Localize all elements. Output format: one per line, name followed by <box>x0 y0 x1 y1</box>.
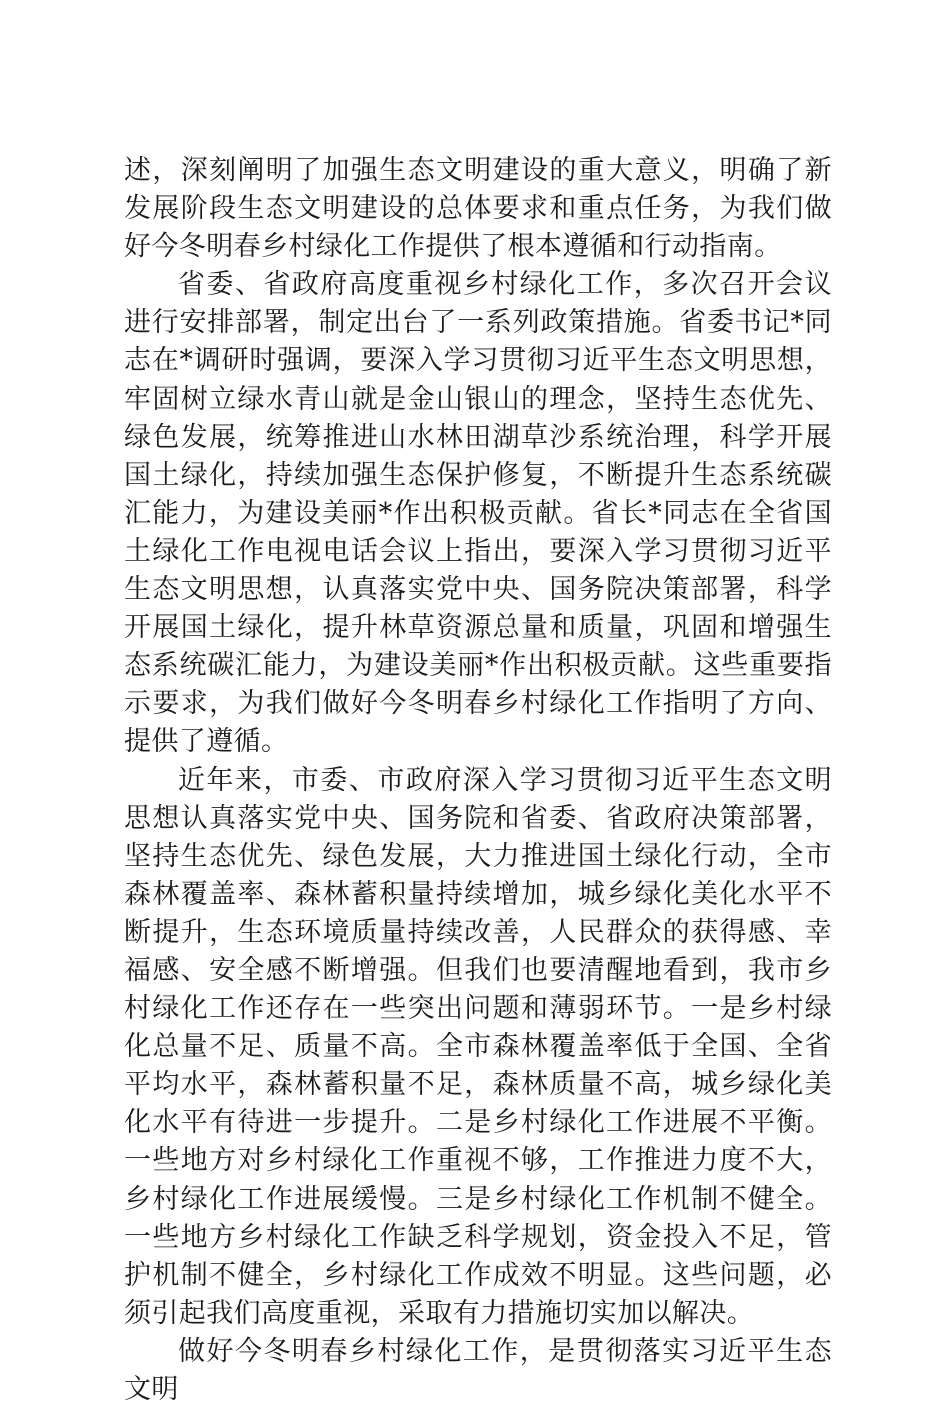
paragraph-4: 做好今冬明春乡村绿化工作，是贯彻落实习近平生态文明 <box>124 1335 832 1405</box>
paragraph-2: 省委、省政府高度重视乡村绿化工作，多次召开会议进行安排部署，制定出台了一系列政策措施。省委书记*同志在*调研时强调，要深入学习贯彻习近平生态文明思想，牢固树立绿水青山就是金山银山的理念，坚持生态优先、绿色发展，统筹推进山水林田湖草沙系统治理，科学开展国土绿化，持续加强生态保护修复，不断提升生态系统碳汇能力，为建设美丽*作出积极贡献。省长*同志在全省国土绿化工作电视电话会议上指出，要深入学习贯彻习近平生态文明思想，认真落实党中央、国务院决策部署，科学开展国土绿化，提升林草资源总量和质量，巩固和增强生态系统碳汇能力，为建设美丽*作出积极贡献。这些重要指示要求，为我们做好今冬明春乡村绿化工作指明了方向、提供了遵循。 <box>124 269 832 758</box>
document-body <box>124 152 832 1409</box>
paragraph-1: 述，深刻阐明了加强生态文明建设的重大意义，明确了新发展阶段生态文明建设的总体要求和重点任务，为我们做好今冬明春乡村绿化工作提供了根本遵循和行动指南。 <box>124 155 832 263</box>
paragraph-3: 近年来，市委、市政府深入学习贯彻习近平生态文明思想认真落实党中央、国务院和省委、省政府决策部署，坚持生态优先、绿色发展，大力推进国土绿化行动，全市森林覆盖率、森林蓄积量持续增加，城乡绿化美化水平不断提升，生态环境质量持续改善，人民群众的获得感、幸福感、安全感不断增强。但我们也要清醒地看到，我市乡村绿化工作还存在一些突出问题和薄弱环节。一是乡村绿化总量不足、质量不高。全市森林覆盖率低于全国、全省平均水平，森林蓄积量不足，森林质量不高，城乡绿化美化水平有待进一步提升。二是乡村绿化工作进展不平衡。一些地方对乡村绿化工作重视不够，工作推进力度不大，乡村绿化工作进展缓慢。三是乡村绿化工作机制不健全。一些地方乡村绿化工作缺乏科学规划，资金投入不足，管护机制不健全，乡村绿化工作成效不明显。这些问题，必须引起我们高度重视，采取有力措施切实加以解决。 <box>124 764 832 1329</box>
